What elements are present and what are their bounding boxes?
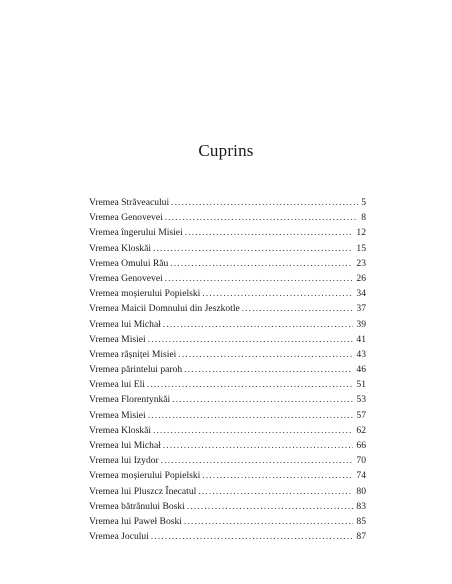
toc-entry bbox=[89, 453, 366, 468]
toc-entry bbox=[89, 195, 366, 210]
toc-entry bbox=[89, 317, 366, 332]
dot-leader bbox=[185, 225, 354, 240]
toc-entry-title: Vremea lui Pluszcz Înecatul bbox=[89, 485, 197, 497]
dot-leader bbox=[153, 423, 353, 438]
dot-leader bbox=[171, 195, 358, 210]
dot-leader bbox=[178, 347, 353, 362]
toc-entry bbox=[89, 499, 366, 514]
toc-entry-page-number: 46 bbox=[356, 364, 366, 376]
toc-entry bbox=[89, 484, 366, 499]
toc-entry-title: Vremea Misiei bbox=[89, 409, 146, 421]
toc-entry bbox=[89, 225, 366, 240]
toc-entry-title: Vremea Genovevei bbox=[89, 212, 163, 224]
toc-entry-title: Vremea Kloskăi bbox=[89, 424, 152, 436]
dot-leader bbox=[172, 392, 353, 407]
toc-entry-page-number: 39 bbox=[356, 318, 366, 330]
toc-entry-title: Vremea îngerului Misiei bbox=[89, 227, 183, 239]
toc-entry bbox=[89, 332, 366, 347]
dot-leader bbox=[148, 408, 354, 423]
dot-leader bbox=[198, 484, 353, 499]
dot-leader bbox=[163, 317, 354, 332]
dot-leader bbox=[170, 256, 353, 271]
toc-entry-page-number: 70 bbox=[356, 455, 366, 467]
toc-entry-page-number: 12 bbox=[356, 227, 366, 239]
dot-leader bbox=[151, 529, 354, 544]
table-of-contents bbox=[89, 195, 366, 544]
toc-entry-title: Vremea lui Eli bbox=[89, 379, 145, 391]
toc-entry-page-number: 51 bbox=[356, 379, 366, 391]
toc-entry bbox=[89, 438, 366, 453]
dot-leader bbox=[187, 499, 354, 514]
toc-entry-title: Vremea moșierului Popielski bbox=[89, 470, 201, 482]
dot-leader bbox=[202, 468, 353, 483]
toc-entry bbox=[89, 392, 366, 407]
toc-entry-page-number: 62 bbox=[356, 424, 366, 436]
toc-entry-title: Vremea bătrânului Boski bbox=[89, 500, 185, 512]
dot-leader bbox=[153, 241, 353, 256]
dot-leader bbox=[165, 210, 358, 225]
toc-entry-page-number: 8 bbox=[361, 212, 366, 224]
toc-entry-page-number: 26 bbox=[356, 272, 366, 284]
toc-entry-title: Vremea Florentynkăi bbox=[89, 394, 171, 406]
dot-leader bbox=[184, 514, 353, 529]
toc-entry-title: Vremea Străveacului bbox=[89, 197, 170, 208]
toc-entry-page-number: 57 bbox=[356, 409, 366, 421]
toc-entry-title: Vremea Kloskăi bbox=[89, 242, 152, 254]
toc-entry bbox=[89, 241, 366, 256]
toc-entry-page-number: 23 bbox=[356, 257, 366, 269]
toc-entry-title: Vremea Genovevei bbox=[89, 272, 163, 284]
toc-entry bbox=[89, 301, 366, 316]
toc-entry-page-number: 5 bbox=[361, 197, 366, 208]
toc-entry bbox=[89, 210, 366, 225]
toc-entry-page-number: 80 bbox=[356, 485, 366, 497]
toc-entry bbox=[89, 347, 366, 362]
toc-entry-page-number: 83 bbox=[356, 500, 366, 512]
toc-entry-page-number: 37 bbox=[356, 303, 366, 315]
toc-entry-title: Vremea lui Izydor bbox=[89, 455, 159, 467]
dot-leader bbox=[147, 377, 354, 392]
toc-entry bbox=[89, 362, 366, 377]
toc-entry-page-number: 41 bbox=[356, 333, 366, 345]
toc-entry bbox=[89, 423, 366, 438]
toc-entry-title: Vremea lui Paweł Boski bbox=[89, 515, 182, 527]
dot-leader bbox=[163, 438, 354, 453]
page-title: Cuprins bbox=[198, 141, 254, 160]
toc-entry bbox=[89, 377, 366, 392]
toc-entry-page-number: 53 bbox=[356, 394, 366, 406]
toc-entry-title: Vremea Maicii Domnului din Jeszkotle bbox=[89, 303, 240, 315]
toc-entry-page-number: 15 bbox=[356, 242, 366, 254]
toc-entry-page-number: 74 bbox=[356, 470, 366, 482]
dot-leader bbox=[242, 301, 354, 316]
toc-entry-title: Vremea părintelui paroh bbox=[89, 364, 183, 376]
dot-leader bbox=[148, 332, 354, 347]
toc-entry-page-number: 43 bbox=[356, 348, 366, 360]
toc-entry-page-number: 87 bbox=[356, 531, 366, 543]
toc-entry bbox=[89, 529, 366, 544]
toc-entry-page-number: 34 bbox=[356, 288, 366, 300]
toc-entry bbox=[89, 271, 366, 286]
toc-entry bbox=[89, 468, 366, 483]
toc-entry-title: Vremea moșierului Popielski bbox=[89, 288, 201, 300]
toc-entry-title: Vremea lui Michał bbox=[89, 440, 161, 451]
dot-leader bbox=[184, 362, 353, 377]
toc-entry bbox=[89, 286, 366, 301]
toc-entry-title: Vremea Omului Rău bbox=[89, 257, 169, 269]
toc-entry-title: Vremea râșniței Misiei bbox=[89, 348, 177, 360]
toc-entry bbox=[89, 408, 366, 423]
toc-entry-title: Vremea Misiei bbox=[89, 333, 146, 345]
toc-entry-title: Vremea Jocului bbox=[89, 531, 149, 543]
toc-entry bbox=[89, 256, 366, 271]
toc-entry bbox=[89, 514, 366, 529]
dot-leader bbox=[161, 453, 354, 468]
dot-leader bbox=[165, 271, 354, 286]
toc-entry-page-number: 85 bbox=[356, 515, 366, 527]
toc-entry-title: Vremea lui Michał bbox=[89, 318, 161, 330]
toc-entry-page-number: 66 bbox=[356, 440, 366, 451]
dot-leader bbox=[202, 286, 353, 301]
